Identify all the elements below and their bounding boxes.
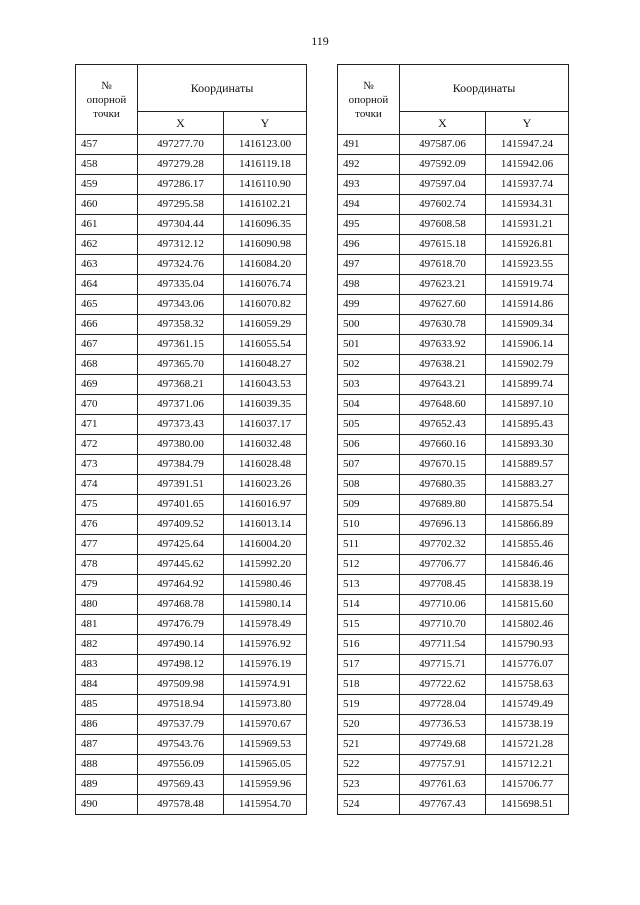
x-coordinate-cell: 497708.45 [400, 575, 486, 595]
point-number-cell: 523 [338, 775, 400, 795]
table-row [76, 135, 307, 155]
point-number-cell: 461 [76, 215, 138, 235]
y-coordinate-cell: 1415914.86 [486, 295, 569, 315]
point-number-header: № опорной точки [338, 65, 400, 135]
table-row [338, 195, 569, 215]
y-coordinate-cell: 1416084.20 [224, 255, 307, 275]
y-coordinate-cell: 1415973.80 [224, 695, 307, 715]
x-coordinate-cell: 497409.52 [138, 515, 224, 535]
y-coordinate-cell: 1415980.14 [224, 595, 307, 615]
x-coordinate-cell: 497518.94 [138, 695, 224, 715]
y-coordinate-cell: 1415802.46 [486, 615, 569, 635]
table-row [76, 615, 307, 635]
y-coordinate-cell: 1416023.26 [224, 475, 307, 495]
point-number-cell: 509 [338, 495, 400, 515]
point-number-cell: 457 [76, 135, 138, 155]
y-coordinate-cell: 1415738.19 [486, 715, 569, 735]
y-coordinate-cell: 1415902.79 [486, 355, 569, 375]
table-row [76, 295, 307, 315]
y-coordinate-cell: 1415992.20 [224, 555, 307, 575]
x-coordinate-cell: 497638.21 [400, 355, 486, 375]
table-row [338, 315, 569, 335]
y-coordinate-cell: 1415965.05 [224, 755, 307, 775]
point-number-cell: 458 [76, 155, 138, 175]
point-number-cell: 471 [76, 415, 138, 435]
point-number-cell: 516 [338, 635, 400, 655]
table-row [76, 195, 307, 215]
x-coordinate-cell: 497335.04 [138, 275, 224, 295]
table-row [76, 315, 307, 335]
point-number-cell: 499 [338, 295, 400, 315]
x-coordinate-cell: 497445.62 [138, 555, 224, 575]
y-coordinate-cell: 1415706.77 [486, 775, 569, 795]
x-coordinate-cell: 497358.32 [138, 315, 224, 335]
x-coordinate-cell: 497368.21 [138, 375, 224, 395]
point-number-cell: 467 [76, 335, 138, 355]
table-row [338, 595, 569, 615]
y-coordinate-cell: 1415866.89 [486, 515, 569, 535]
x-coordinate-cell: 497633.92 [400, 335, 486, 355]
x-coordinate-cell: 497608.58 [400, 215, 486, 235]
point-number-cell: 459 [76, 175, 138, 195]
point-number-cell: 485 [76, 695, 138, 715]
y-coordinate-cell: 1416016.97 [224, 495, 307, 515]
table-row [338, 495, 569, 515]
point-number-cell: 517 [338, 655, 400, 675]
y-coordinate-cell: 1415926.81 [486, 235, 569, 255]
table-row [338, 155, 569, 175]
point-number-cell: 470 [76, 395, 138, 415]
x-coordinate-cell: 497757.91 [400, 755, 486, 775]
point-number-cell: 520 [338, 715, 400, 735]
y-coordinate-cell: 1415893.30 [486, 435, 569, 455]
x-coordinate-cell: 497623.21 [400, 275, 486, 295]
point-number-cell: 489 [76, 775, 138, 795]
x-coordinate-cell: 497710.06 [400, 595, 486, 615]
table-row [338, 515, 569, 535]
point-number-cell: 502 [338, 355, 400, 375]
y-coordinate-cell: 1415937.74 [486, 175, 569, 195]
y-coordinate-cell: 1415721.28 [486, 735, 569, 755]
x-coordinate-cell: 497587.06 [400, 135, 486, 155]
table-row [76, 175, 307, 195]
y-coordinate-cell: 1416055.54 [224, 335, 307, 355]
point-number-cell: 492 [338, 155, 400, 175]
y-coordinate-cell: 1416039.35 [224, 395, 307, 415]
table-row [76, 335, 307, 355]
x-coordinate-cell: 497736.53 [400, 715, 486, 735]
y-coordinate-cell: 1416048.27 [224, 355, 307, 375]
table-row [76, 395, 307, 415]
table-row [338, 295, 569, 315]
y-coordinate-cell: 1415959.96 [224, 775, 307, 795]
table-row [338, 555, 569, 575]
y-coordinate-cell: 1415923.55 [486, 255, 569, 275]
x-coordinate-cell: 497689.80 [400, 495, 486, 515]
y-coordinate-cell: 1415846.46 [486, 555, 569, 575]
point-number-cell: 464 [76, 275, 138, 295]
table-row [76, 655, 307, 675]
coordinates-header: Координаты [400, 65, 569, 112]
table-row [76, 375, 307, 395]
table-row [338, 215, 569, 235]
y-coordinate-cell: 1415883.27 [486, 475, 569, 495]
y-coordinate-cell: 1415974.91 [224, 675, 307, 695]
x-coordinate-cell: 497464.92 [138, 575, 224, 595]
y-coordinate-cell: 1415934.31 [486, 195, 569, 215]
x-coordinate-cell: 497569.43 [138, 775, 224, 795]
page-number: 119 [311, 34, 329, 48]
y-coordinate-cell: 1416076.74 [224, 275, 307, 295]
x-coordinate-cell: 497476.79 [138, 615, 224, 635]
table-row [338, 415, 569, 435]
x-header: X [400, 112, 486, 135]
y-coordinate-cell: 1416013.14 [224, 515, 307, 535]
table-row [76, 255, 307, 275]
table-row [76, 595, 307, 615]
point-number-cell: 468 [76, 355, 138, 375]
table-row [76, 735, 307, 755]
x-coordinate-cell: 497343.06 [138, 295, 224, 315]
point-number-cell: 515 [338, 615, 400, 635]
table-row [76, 755, 307, 775]
table-row [338, 755, 569, 775]
y-coordinate-cell: 1416059.29 [224, 315, 307, 335]
y-coordinate-cell: 1415976.92 [224, 635, 307, 655]
table-row [76, 355, 307, 375]
y-coordinate-cell: 1416102.21 [224, 195, 307, 215]
y-coordinate-cell: 1415758.63 [486, 675, 569, 695]
x-coordinate-cell: 497498.12 [138, 655, 224, 675]
y-coordinate-cell: 1415897.10 [486, 395, 569, 415]
point-number-cell: 501 [338, 335, 400, 355]
table-row [76, 275, 307, 295]
point-number-cell: 466 [76, 315, 138, 335]
y-coordinate-cell: 1415899.74 [486, 375, 569, 395]
point-number-cell: 498 [338, 275, 400, 295]
y-coordinate-cell: 1416119.18 [224, 155, 307, 175]
point-number-cell: 514 [338, 595, 400, 615]
x-coordinate-cell: 497767.43 [400, 795, 486, 815]
table-row [338, 455, 569, 475]
y-coordinate-cell: 1415906.14 [486, 335, 569, 355]
table-row [338, 575, 569, 595]
point-number-cell: 521 [338, 735, 400, 755]
x-coordinate-cell: 497543.76 [138, 735, 224, 755]
x-coordinate-cell: 497710.70 [400, 615, 486, 635]
table-row [76, 155, 307, 175]
x-coordinate-cell: 497722.62 [400, 675, 486, 695]
y-coordinate-cell: 1415942.06 [486, 155, 569, 175]
point-number-cell: 495 [338, 215, 400, 235]
x-coordinate-cell: 497618.70 [400, 255, 486, 275]
x-coordinate-cell: 497312.12 [138, 235, 224, 255]
table-row [338, 675, 569, 695]
table-row [338, 435, 569, 455]
x-coordinate-cell: 497373.43 [138, 415, 224, 435]
x-coordinate-cell: 497660.16 [400, 435, 486, 455]
x-coordinate-cell: 497652.43 [400, 415, 486, 435]
y-coordinate-cell: 1415749.49 [486, 695, 569, 715]
y-coordinate-cell: 1416037.17 [224, 415, 307, 435]
x-coordinate-cell: 497592.09 [400, 155, 486, 175]
y-coordinate-cell: 1416032.48 [224, 435, 307, 455]
point-number-cell: 463 [76, 255, 138, 275]
x-coordinate-cell: 497537.79 [138, 715, 224, 735]
point-number-cell: 511 [338, 535, 400, 555]
point-number-cell: 508 [338, 475, 400, 495]
point-number-cell: 513 [338, 575, 400, 595]
x-coordinate-cell: 497286.17 [138, 175, 224, 195]
y-coordinate-cell: 1416110.90 [224, 175, 307, 195]
table-row [76, 515, 307, 535]
x-header: X [138, 112, 224, 135]
y-coordinate-cell: 1415698.51 [486, 795, 569, 815]
point-number-cell: 481 [76, 615, 138, 635]
point-number-cell: 524 [338, 795, 400, 815]
point-number-cell: 518 [338, 675, 400, 695]
y-coordinate-cell: 1415889.57 [486, 455, 569, 475]
x-coordinate-cell: 497371.06 [138, 395, 224, 415]
point-number-cell: 490 [76, 795, 138, 815]
x-coordinate-cell: 497670.15 [400, 455, 486, 475]
x-coordinate-cell: 497425.64 [138, 535, 224, 555]
y-coordinate-cell: 1415776.07 [486, 655, 569, 675]
y-coordinate-cell: 1416028.48 [224, 455, 307, 475]
x-coordinate-cell: 497361.15 [138, 335, 224, 355]
point-number-cell: 504 [338, 395, 400, 415]
point-number-cell: 505 [338, 415, 400, 435]
x-coordinate-cell: 497648.60 [400, 395, 486, 415]
point-number-cell: 460 [76, 195, 138, 215]
table-row [76, 435, 307, 455]
point-number-cell: 494 [338, 195, 400, 215]
point-number-cell: 476 [76, 515, 138, 535]
y-coordinate-cell: 1415790.93 [486, 635, 569, 655]
table-row [338, 535, 569, 555]
point-number-cell: 483 [76, 655, 138, 675]
point-number-cell: 496 [338, 235, 400, 255]
table-row [338, 635, 569, 655]
point-number-cell: 474 [76, 475, 138, 495]
point-number-cell: 472 [76, 435, 138, 455]
point-number-cell: 475 [76, 495, 138, 515]
x-coordinate-cell: 497627.60 [400, 295, 486, 315]
point-number-cell: 500 [338, 315, 400, 335]
y-coordinate-cell: 1415895.43 [486, 415, 569, 435]
table-row [338, 275, 569, 295]
y-coordinate-cell: 1416043.53 [224, 375, 307, 395]
point-number-cell: 491 [338, 135, 400, 155]
y-coordinate-cell: 1415909.34 [486, 315, 569, 335]
table-row [76, 695, 307, 715]
table-row [76, 535, 307, 555]
point-number-cell: 493 [338, 175, 400, 195]
point-number-cell: 510 [338, 515, 400, 535]
y-coordinate-cell: 1416004.20 [224, 535, 307, 555]
table-row [76, 715, 307, 735]
x-coordinate-cell: 497391.51 [138, 475, 224, 495]
x-coordinate-cell: 497279.28 [138, 155, 224, 175]
point-number-cell: 469 [76, 375, 138, 395]
y-coordinate-cell: 1415919.74 [486, 275, 569, 295]
table-row [76, 415, 307, 435]
table-row [338, 255, 569, 275]
point-number-header: № опорной точки [76, 65, 138, 135]
y-coordinate-cell: 1415978.49 [224, 615, 307, 635]
y-coordinate-cell: 1415980.46 [224, 575, 307, 595]
table-body [76, 135, 307, 815]
point-number-cell: 519 [338, 695, 400, 715]
point-number-cell: 484 [76, 675, 138, 695]
coordinates-table-left [75, 64, 307, 815]
point-number-cell: 477 [76, 535, 138, 555]
table-row [76, 775, 307, 795]
table-row [76, 795, 307, 815]
table-row [76, 215, 307, 235]
table-row [338, 795, 569, 815]
point-number-cell: 479 [76, 575, 138, 595]
point-number-cell: 497 [338, 255, 400, 275]
y-coordinate-cell: 1415947.24 [486, 135, 569, 155]
point-number-cell: 512 [338, 555, 400, 575]
table-row [76, 555, 307, 575]
x-coordinate-cell: 497401.65 [138, 495, 224, 515]
table-row [76, 675, 307, 695]
point-number-cell: 487 [76, 735, 138, 755]
table-row [338, 475, 569, 495]
x-coordinate-cell: 497490.14 [138, 635, 224, 655]
table-row [338, 715, 569, 735]
table-row [76, 495, 307, 515]
point-number-cell: 507 [338, 455, 400, 475]
table-row [76, 235, 307, 255]
coordinates-header: Координаты [138, 65, 307, 112]
table-row [338, 735, 569, 755]
y-coordinate-cell: 1416070.82 [224, 295, 307, 315]
table-row [338, 175, 569, 195]
x-coordinate-cell: 497696.13 [400, 515, 486, 535]
x-coordinate-cell: 497384.79 [138, 455, 224, 475]
y-coordinate-cell: 1416123.00 [224, 135, 307, 155]
table-row [76, 635, 307, 655]
x-coordinate-cell: 497556.09 [138, 755, 224, 775]
x-coordinate-cell: 497728.04 [400, 695, 486, 715]
x-coordinate-cell: 497578.48 [138, 795, 224, 815]
x-coordinate-cell: 497702.32 [400, 535, 486, 555]
table-row [338, 655, 569, 675]
y-coordinate-cell: 1415712.21 [486, 755, 569, 775]
table-row [338, 135, 569, 155]
y-coordinate-cell: 1416090.98 [224, 235, 307, 255]
x-coordinate-cell: 497680.35 [400, 475, 486, 495]
x-coordinate-cell: 497277.70 [138, 135, 224, 155]
x-coordinate-cell: 497630.78 [400, 315, 486, 335]
table-row [338, 775, 569, 795]
table-row [338, 615, 569, 635]
table-body [338, 135, 569, 815]
x-coordinate-cell: 497324.76 [138, 255, 224, 275]
x-coordinate-cell: 497706.77 [400, 555, 486, 575]
point-number-cell: 480 [76, 595, 138, 615]
y-coordinate-cell: 1415976.19 [224, 655, 307, 675]
x-coordinate-cell: 497615.18 [400, 235, 486, 255]
point-number-cell: 478 [76, 555, 138, 575]
point-number-cell: 473 [76, 455, 138, 475]
x-coordinate-cell: 497715.71 [400, 655, 486, 675]
x-coordinate-cell: 497509.98 [138, 675, 224, 695]
table-row [338, 355, 569, 375]
point-number-cell: 522 [338, 755, 400, 775]
y-coordinate-cell: 1415954.70 [224, 795, 307, 815]
table-row [338, 395, 569, 415]
point-number-cell: 462 [76, 235, 138, 255]
y-coordinate-cell: 1415969.53 [224, 735, 307, 755]
point-number-cell: 486 [76, 715, 138, 735]
x-coordinate-cell: 497761.63 [400, 775, 486, 795]
y-coordinate-cell: 1415970.67 [224, 715, 307, 735]
point-number-cell: 465 [76, 295, 138, 315]
point-number-cell: 482 [76, 635, 138, 655]
y-coordinate-cell: 1415838.19 [486, 575, 569, 595]
y-coordinate-cell: 1415875.54 [486, 495, 569, 515]
y-header: Y [486, 112, 569, 135]
x-coordinate-cell: 497711.54 [400, 635, 486, 655]
x-coordinate-cell: 497304.44 [138, 215, 224, 235]
y-header: Y [224, 112, 307, 135]
table-row [76, 475, 307, 495]
y-coordinate-cell: 1415815.60 [486, 595, 569, 615]
x-coordinate-cell: 497468.78 [138, 595, 224, 615]
x-coordinate-cell: 497295.58 [138, 195, 224, 215]
point-number-cell: 503 [338, 375, 400, 395]
y-coordinate-cell: 1415931.21 [486, 215, 569, 235]
x-coordinate-cell: 497749.68 [400, 735, 486, 755]
point-number-cell: 488 [76, 755, 138, 775]
coordinates-table-right [337, 64, 569, 815]
table-row [76, 575, 307, 595]
y-coordinate-cell: 1416096.35 [224, 215, 307, 235]
y-coordinate-cell: 1415855.46 [486, 535, 569, 555]
table-row [76, 455, 307, 475]
point-number-cell: 506 [338, 435, 400, 455]
table-row [338, 695, 569, 715]
x-coordinate-cell: 497643.21 [400, 375, 486, 395]
table-row [338, 235, 569, 255]
x-coordinate-cell: 497380.00 [138, 435, 224, 455]
x-coordinate-cell: 497602.74 [400, 195, 486, 215]
x-coordinate-cell: 497365.70 [138, 355, 224, 375]
table-row [338, 335, 569, 355]
x-coordinate-cell: 497597.04 [400, 175, 486, 195]
table-row [338, 375, 569, 395]
